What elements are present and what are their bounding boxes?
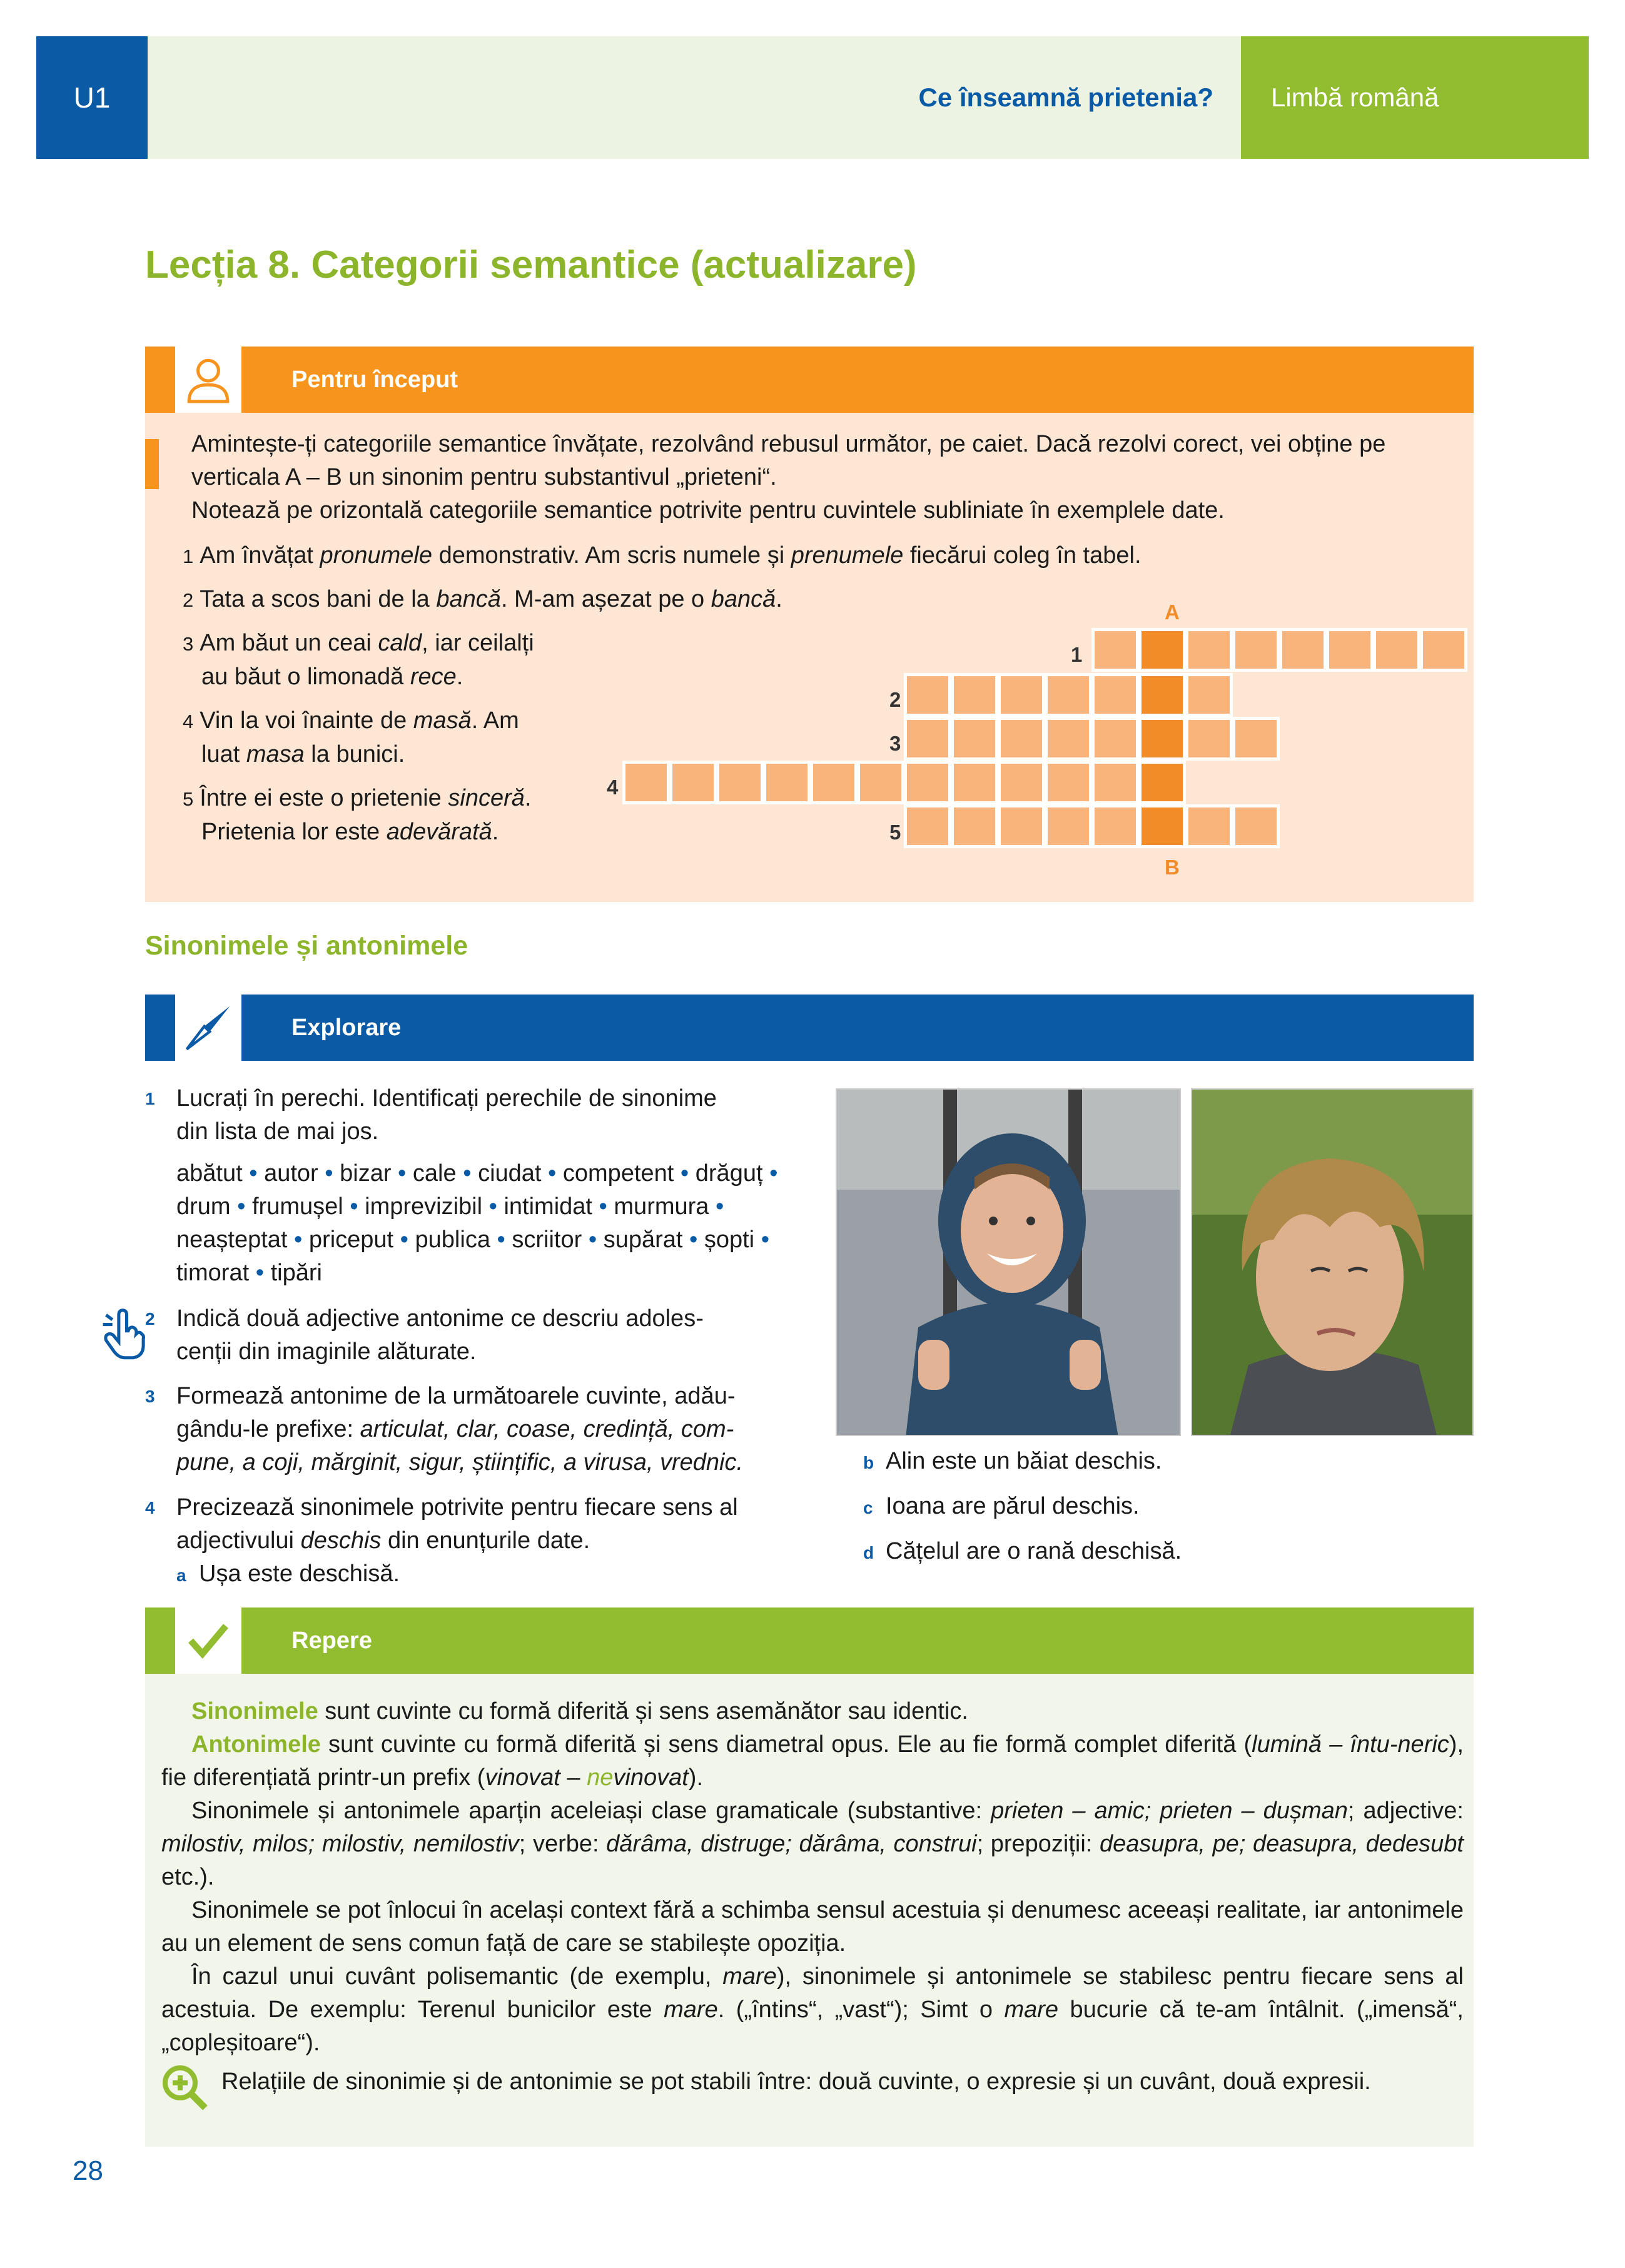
word-separator: • [249,1260,271,1286]
word-item: priceput [308,1227,394,1253]
subitem-b: b Alin este un băiat deschis. [863,1448,1162,1474]
crossword-label-b: B [1165,856,1180,879]
crossword-cell [1045,717,1092,761]
crossword-key-cell [1138,761,1186,804]
intro-line-1: Amintește-ți categoriile semantice învățate, rezolvând rebusul următor, pe caiet. Dacă rezolvi corect, vei obține pe verticala A – B un sinonim pentru substantivul „prieteni“. [191,431,1386,490]
intro-text [191,428,1461,527]
word-separator: • [482,1193,504,1220]
orange-marker [145,439,159,489]
page-number: 28 [73,2155,103,2186]
crossword-cell [763,761,811,804]
word-separator: • [674,1160,696,1187]
word-item: frumușel [252,1193,343,1220]
crossword-cell [951,673,998,717]
word-item: murmura [614,1193,709,1220]
crossword-clue-1: 1 Am învățat pronumele demonstrativ. Am scris numele și prenumele fiecărui coleg în tabel. [183,542,1142,569]
crossword-cell [1185,804,1233,848]
word-item: bizar [340,1160,392,1187]
word-item: intimidat [504,1193,592,1220]
section-title: Sinonimele și antonimele [145,931,468,961]
word-separator: • [592,1193,614,1220]
crossword-label-a: A [1165,600,1180,624]
person-icon [175,347,241,413]
crossword-cell [1279,628,1327,672]
word-item: tipări [270,1260,322,1286]
header-band [148,36,1241,159]
crossword-cell [1232,717,1280,761]
subitem-a: a Ușa este deschisă. [176,1561,400,1587]
crossword-clue-4: 4 Vin la voi înainte de masă. Am luat masa la bunici. [183,707,519,767]
crossword-cell [998,761,1045,804]
crossword-cell [1185,628,1233,672]
crossword-cell [998,717,1045,761]
word-item: cale [412,1160,457,1187]
zoom-plus-icon [160,2063,210,2116]
crossword-cell [1091,628,1139,672]
repere-paragraph-2: Antonimele sunt cuvinte cu formă diferită și sens diametral opus. Ele au fie formă complet diferită (lumină – întu-neric), fie diferențiată printr-un prefix (vinovat – nevinovat). [161,1731,1464,1791]
bar-edge [145,1607,175,1674]
word-item: drăguț [695,1160,763,1187]
word-separator: • [391,1160,413,1187]
crossword-cell [1185,717,1233,761]
word-item: autor [264,1160,318,1187]
crossword-row-number-4: 4 [607,776,619,799]
word-separator: • [343,1193,365,1220]
bar-edge [145,347,175,413]
crossword-cell [1326,628,1374,672]
crossword-cell [1045,761,1092,804]
word-separator: • [682,1227,704,1253]
crossword-cell [1373,628,1420,672]
word-separator: • [242,1160,265,1187]
word-item: ciudat [478,1160,542,1187]
crossword-cell [998,804,1045,848]
crossword-cell [904,673,951,717]
subject-label [1241,36,1589,159]
word-separator: • [456,1160,478,1187]
word-separator: • [230,1193,252,1220]
crossword-key-cell [1138,804,1186,848]
word-separator: • [709,1193,724,1220]
word-item: abătut [176,1160,243,1187]
crossword-row-number-5: 5 [889,821,901,844]
word-separator: • [393,1227,415,1253]
crossword-cell [1045,804,1092,848]
repere-text [161,1695,1464,2060]
word-separator: • [754,1227,770,1253]
explorare-label: Explorare [241,995,1474,1061]
repere-label: Repere [241,1607,1474,1674]
repere-note: Relațiile de sinonimie și de antonimie se pot stabili între: două cuvinte, o expresie și un cuvânt, două expresii. [221,2068,1371,2095]
word-list [176,1157,796,1290]
hand-pointer-icon [101,1309,149,1364]
crossword-cell [1420,628,1467,672]
exercise-4: 4 Precizează sinonimele potrivite pentru fiecare sens al adjectivului deschis din enunțurile date. [145,1494,738,1554]
repere-paragraph-1: Sinonimele sunt cuvinte cu formă diferită și sens asemănător sau identic. [191,1698,968,1724]
photo-smiling-teen [836,1088,1181,1436]
crossword-cell [904,761,951,804]
crossword-cell [1045,673,1092,717]
exercise-1: 1 Lucrați în perechi. Identificați perechile de sinonime din lista de mai jos. [145,1085,717,1145]
photo-sad-teen [1191,1088,1474,1436]
intro-line-2: Notează pe orizontală categoriile semantice potrivite pentru cuvintele subliniate în exemplele date. [191,497,1225,524]
word-separator: • [541,1160,563,1187]
crossword-cell [951,717,998,761]
crossword-clue-3: 3 Am băut un ceai cald, iar ceilalți au băut o limonadă rece. [183,630,534,690]
crossword-cell [904,717,951,761]
word-item: competent [562,1160,674,1187]
crossword-cell [1091,717,1139,761]
crossword-cell [1232,628,1280,672]
unit-label: U1 [73,81,111,114]
word-separator: • [287,1227,309,1253]
crossword-clue-2: 2 Tata a scos bani de la bancă. M-am așezat pe o bancă. [183,586,782,612]
subitem-d: d Cățelul are o rană deschisă. [863,1538,1182,1564]
crossword-row-number-3: 3 [889,732,901,755]
crossword-cell [716,761,764,804]
repere-paragraph-3: Sinonimele și antonimele aparțin aceleiași clase gramaticale (substantive: prieten – amic; prieten – dușman; adjective: milostiv, milos; milostiv, nemilostiv; verbe: dărâma, distruge; dărâma, construi; prepoziții: deasupra, pe; deasupra, dedesubt etc.). [161,1798,1464,1890]
crossword-clue-5: 5 Între ei este o prietenie sinceră. Prietenia lor este adevărată. [183,785,532,845]
crossword-cell [1091,804,1139,848]
repere-bar [145,1607,1474,1674]
repere-paragraph-5: În cazul unui cuvânt polisemantic (de exemplu, mare), sinonimele și antonimele se stabilesc pentru fiecare sens al acestuia. De exemplu: Terenul bunicilor este mare. („întins“, „vast“); Simt o mare bucurie că te-am întâlnit. („imensă“, „copleșitoare“). [161,1963,1464,2056]
word-separator: • [490,1227,512,1253]
crossword-cell [1185,673,1233,717]
crossword-cell [951,804,998,848]
word-item: șopti [704,1227,755,1253]
crossword-cell [857,761,904,804]
crossword-cell [622,761,670,804]
checkmark-icon [175,1607,241,1674]
pentru-inceput-bar [145,347,1474,413]
crossword-cell [998,673,1045,717]
crossword-cell [1232,804,1280,848]
unit-badge [36,36,148,159]
word-item: supărat [603,1227,683,1253]
crossword-cell [1091,673,1139,717]
exercise-3: 3 Formează antonime de la următoarele cuvinte, adău- gându-le prefixe: articulat, clar, coase, credință, com- pune, a coji, mărginit, sigur, științific, a virusa, vrednic. [145,1383,744,1476]
crossword-key-cell [1138,717,1186,761]
word-separator: • [762,1160,778,1187]
lesson-title: Lecția 8. Categorii semantice (actualizare) [145,243,917,286]
pentru-inceput-label: Pentru început [241,347,1474,413]
word-separator: • [582,1227,604,1253]
compass-icon [175,995,241,1061]
crossword-cell [1091,761,1139,804]
crossword-cell [810,761,858,804]
crossword-cell [669,761,717,804]
crossword-row-number-2: 2 [889,688,901,711]
word-item: neașteptat [176,1227,288,1253]
word-item: imprevizibil [365,1193,483,1220]
crossword-key-cell [1138,673,1186,717]
exercise-2: 2 Indică două adjective antonime ce descriu adoles- cenții din imaginile alăturate. [145,1305,704,1365]
word-item: drum [176,1193,231,1220]
word-item: scriitor [512,1227,582,1253]
subitem-c: c Ioana are părul deschis. [863,1493,1140,1519]
crossword-key-cell [1138,628,1186,672]
subject-text: Limbă română [1271,83,1439,112]
word-item: publica [415,1227,490,1253]
crossword-cell [951,761,998,804]
repere-paragraph-4: Sinonimele se pot înlocui în același context fără a schimba sensul acestuia și denumesc aceeași realitate, iar antonimele au un element de sens comun față de care se stabilește opoziția. [161,1897,1464,1957]
bar-edge [145,995,175,1061]
chapter-title: Ce înseamnă prietenia? [918,83,1213,112]
word-item: timorat [176,1260,250,1286]
crossword-cell [904,804,951,848]
word-separator: • [318,1160,340,1187]
crossword-row-number-1: 1 [1071,643,1083,666]
explorare-bar [145,995,1474,1061]
